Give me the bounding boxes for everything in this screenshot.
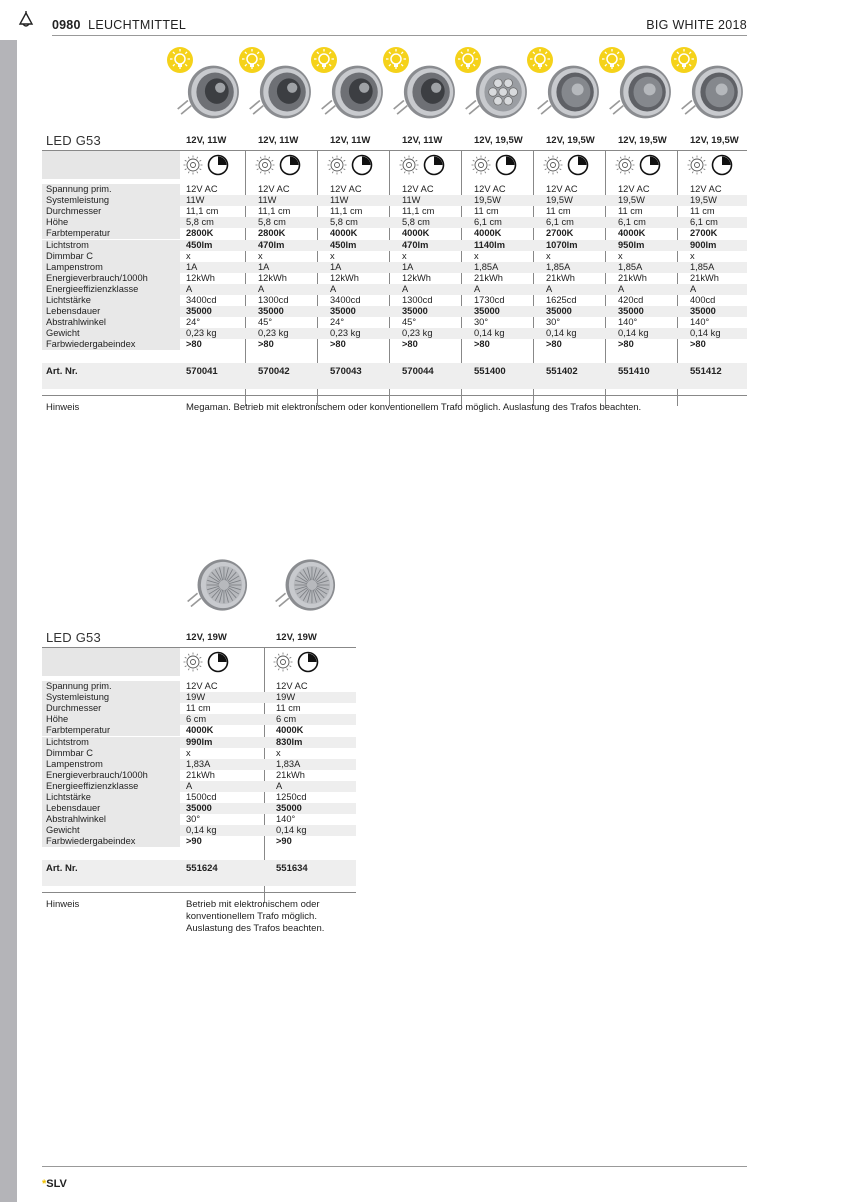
spec-value: 12kWh [330,272,359,283]
spec-value: 6,1 cm [690,217,718,228]
spec-label: Gewicht [46,328,80,339]
spec-label: Farbtemperatur [46,228,111,239]
spec-value: 4000K [618,228,646,239]
dimmer-icon [281,156,300,175]
spec-value: x [258,250,263,261]
spec-row [42,339,747,350]
spec-value: 11,1 cm [402,206,435,217]
spec-value: A [546,283,553,294]
article-number: 570042 [258,366,290,377]
spec-value: 11,1 cm [258,206,291,217]
spec-value: x [690,250,695,261]
spec-row [42,228,747,239]
column-header: 12V, 11W [186,135,227,146]
spec-row [42,748,356,759]
spec-value: 450lm [186,239,213,250]
spec-value: 950lm [618,239,645,250]
spec-value: x [546,250,551,261]
spec-value: 0,23 kg [330,328,361,339]
spec-value: 1A [330,261,342,272]
spec-value: 11 cm [618,206,643,217]
sun-bulb-icon [238,46,266,74]
product-name: LED G53 [46,630,101,645]
light-distribution-icon [616,156,635,175]
spec-row [42,206,747,217]
note-text-line: Auslastung des Trafos beachten. [186,923,325,934]
light-dimmer-icons [614,154,664,176]
spec-row [42,836,356,847]
spec-label: Energieeffizienzklasse [46,283,139,294]
note-text-line: konventionellem Trafo möglich. [186,911,317,922]
spec-value: 0,14 kg [690,328,721,339]
spec-value: 1070lm [546,239,578,250]
spec-value: x [618,250,623,261]
spec-value: 21kWh [690,272,719,283]
spec-value: 5,8 cm [402,217,430,228]
art-spacer-row [42,878,356,886]
spec-value: 1A [258,261,270,272]
spec-value: 2800K [258,228,286,239]
spec-value: 2700K [546,228,574,239]
spec-value: 140° [276,814,296,825]
spec-value: x [330,250,335,261]
spec-label: Lebensdauer [46,803,101,814]
spec-label: Höhe [46,714,69,725]
spec-value: 1140lm [474,239,506,250]
section-title: LEUCHTMITTEL [88,18,187,32]
sun-bulb-icon [598,46,626,74]
spec-value: 1,85A [474,261,499,272]
column-header: 12V, 19W [186,632,227,643]
dimmer-icon [713,156,732,175]
spec-value: 12V AC [186,184,218,194]
spec-value: A [690,283,697,294]
spec-value: 1625cd [546,295,577,305]
led-lamp-photo [186,550,252,620]
spec-value: 35000 [276,803,302,814]
spec-row [42,803,356,814]
spec-value: 11W [258,195,277,206]
spec-value: 21kWh [474,272,503,283]
light-dimmer-icons [686,154,736,176]
spec-value: 12V AC [402,184,434,194]
spec-value: 3400cd [186,295,217,305]
spec-row [42,295,747,306]
spec-value: 30° [474,317,489,328]
article-number: 551410 [618,366,650,377]
spec-label: Farbwiedergabeindex [46,836,136,847]
spec-value: 35000 [186,803,212,814]
spec-value: 1,85A [690,261,715,272]
spec-value: 30° [186,814,201,825]
spec-value: 6,1 cm [474,217,502,228]
spec-value: 12V AC [276,681,308,691]
spec-value: 1500cd [186,792,217,802]
spec-row [42,725,356,736]
spec-value: x [186,747,191,758]
column-header: 12V, 19,5W [618,135,667,146]
spec-value: 35000 [186,306,212,317]
note-text: Megaman. Betrieb mit elektronischem oder konventionellem Trafo möglich. Auslastung des Trafos beachten. [186,402,642,413]
spec-value: 19,5W [474,195,501,206]
icon-row [42,648,180,676]
ceiling-lamp-icon [16,10,36,30]
spec-label: Energieeffizienzklasse [46,780,139,791]
light-dimmer-icons [254,154,304,176]
spec-value: >90 [276,836,292,847]
spec-value: 0,14 kg [546,328,577,339]
article-number-label: Art. Nr. [46,863,78,874]
spec-row [42,759,356,770]
spec-label: Lampenstrom [46,261,103,272]
spec-value: 12V AC [690,184,722,194]
spec-label: Lichtstärke [46,792,91,802]
spec-label: Abstrahlwinkel [46,317,106,328]
footer-table-rule [42,395,747,396]
spec-value: 19,5W [690,195,717,206]
spec-label: Energieverbrauch/1000h [46,272,148,283]
spec-value: 0,23 kg [402,328,433,339]
spec-value: 1,83A [276,758,301,769]
dimmer-icon [209,156,228,175]
light-distribution-icon [688,156,707,175]
spec-row [42,792,356,803]
spec-value: 4000K [402,228,430,239]
spec-value: 1730cd [474,295,505,305]
column-header: 12V, 11W [258,135,299,146]
spec-value: 35000 [546,306,572,317]
spec-value: 1250cd [276,792,307,802]
spec-row [42,825,356,836]
dimmer-icon [209,653,228,672]
spec-value: >80 [402,339,418,350]
spec-value: 12V AC [618,184,650,194]
spec-row [42,273,747,284]
spec-label: Systemleistung [46,195,110,206]
spec-value: >90 [186,836,202,847]
dimmer-icon [497,156,516,175]
light-distribution-icon [544,156,563,175]
spec-value: 4000K [276,725,304,736]
spec-label: Lichtstrom [46,239,89,250]
led-lamp-photo [274,550,340,620]
spec-row [42,781,356,792]
spec-value: 11 cm [474,206,499,217]
spec-label: Lebensdauer [46,306,101,317]
spec-row [42,306,747,317]
spec-value: 2700K [690,228,718,239]
spec-value: 420cd [618,295,644,305]
article-number: 570043 [330,366,362,377]
spec-value: 6 cm [186,714,207,725]
spec-value: 21kWh [276,769,305,780]
spec-label: Abstrahlwinkel [46,814,106,825]
spec-row [42,714,356,725]
spec-value: A [186,283,193,294]
icon-row [42,151,180,179]
spec-label: Lampenstrom [46,758,103,769]
spec-value: 11 cm [546,206,571,217]
spec-value: 35000 [258,306,284,317]
spec-value: 12V AC [186,681,218,691]
spec-value: 19,5W [546,195,573,206]
spec-value: 1A [186,261,198,272]
spec-value: 4000K [186,725,214,736]
spec-row [42,692,356,703]
spec-value: 11W [402,195,421,206]
sun-bulb-icon [670,46,698,74]
spec-value: 470lm [402,239,429,250]
sun-bulb-icon [526,46,554,74]
spec-value: 4000K [330,228,358,239]
spec-value: 21kWh [618,272,647,283]
spec-value: 0,14 kg [618,328,649,339]
spec-value: x [276,747,281,758]
note-label: Hinweis [46,402,80,413]
spec-value: >80 [690,339,706,350]
spec-label: Farbtemperatur [46,725,111,736]
product-table-1 [42,133,747,418]
light-dimmer-icons [272,651,322,673]
spec-value: 0,14 kg [474,328,505,339]
spec-label: Höhe [46,217,69,228]
spec-label: Lichtstrom [46,736,89,747]
footer-table-rule [42,892,356,893]
article-number: 551624 [186,863,218,874]
spec-value: 12V AC [546,184,578,194]
dimmer-icon [641,156,660,175]
spec-value: 3400cd [330,295,361,305]
spec-value: >80 [546,339,562,350]
spec-label: Lichtstärke [46,295,91,305]
spec-value: 6,1 cm [546,217,574,228]
column-header: 12V, 11W [330,135,371,146]
spec-label: Energieverbrauch/1000h [46,769,148,780]
spec-value: A [258,283,265,294]
light-dimmer-icons [470,154,520,176]
spec-value: 11,1 cm [186,206,219,217]
column-header: 12V, 19,5W [546,135,595,146]
spec-value: A [618,283,625,294]
light-distribution-icon [274,653,293,672]
spec-value: 1300cd [402,295,433,305]
spec-label: Gewicht [46,825,80,836]
spec-value: 140° [618,317,638,328]
spec-value: 12kWh [402,272,431,283]
light-dimmer-icons [182,651,232,673]
spec-row [42,737,356,748]
spec-value: 12V AC [258,184,290,194]
spec-value: x [474,250,479,261]
spec-value: 30° [546,317,561,328]
sun-bulb-icon [382,46,410,74]
spec-value: 1300cd [258,295,289,305]
spec-label: Spannung prim. [46,184,112,194]
light-distribution-icon [184,156,203,175]
spec-value: 990lm [186,736,213,747]
spec-label: Durchmesser [46,206,102,217]
spec-value: 1,85A [546,261,571,272]
column-header: 12V, 11W [402,135,443,146]
spec-value: 35000 [402,306,428,317]
art-spacer-row [42,381,747,389]
spec-value: 21kWh [186,769,215,780]
spec-value: 0,23 kg [186,328,217,339]
page-number: 0980 [52,18,81,32]
spec-row [42,284,747,295]
spec-value: >80 [474,339,490,350]
spec-value: 11 cm [186,703,211,714]
light-distribution-icon [256,156,275,175]
light-dimmer-icons [398,154,448,176]
article-number: 551412 [690,366,722,377]
light-dimmer-icons [182,154,232,176]
spec-row [42,251,747,262]
spec-value: 1A [402,261,414,272]
spec-value: 0,23 kg [258,328,289,339]
catalog-title: BIG WHITE 2018 [646,18,747,32]
spec-value: 900lm [690,239,717,250]
spec-value: 24° [330,317,345,328]
article-number: 551402 [546,366,578,377]
spec-label: Dimmbar C [46,747,94,758]
spec-row [42,217,747,228]
spec-value: A [186,780,193,791]
spec-value: A [474,283,481,294]
article-number: 570041 [186,366,218,377]
spec-value: 12V AC [474,184,506,194]
product-name: LED G53 [46,133,101,148]
spec-row [42,240,747,251]
spec-value: 5,8 cm [186,217,214,228]
spec-value: 19W [276,692,296,703]
spec-value: 11,1 cm [330,206,363,217]
note-text-line: Betrieb mit elektronischem oder [186,899,320,910]
spec-value: 830lm [276,736,303,747]
article-number: 551634 [276,863,308,874]
spec-row [42,770,356,781]
sun-bulb-icon [454,46,482,74]
spec-value: 6,1 cm [618,217,646,228]
dimmer-icon [353,156,372,175]
spec-value: x [402,250,407,261]
dimmer-icon [569,156,588,175]
spec-value: 11W [330,195,349,206]
spec-value: 24° [186,317,201,328]
sun-bulb-icon [310,46,338,74]
page-sidebar-strip [0,0,17,1202]
spec-row [42,703,356,714]
article-number: 570044 [402,366,434,377]
spec-label: Farbwiedergabeindex [46,339,136,350]
spec-value: A [330,283,337,294]
spec-value: >80 [258,339,274,350]
spec-row [42,317,747,328]
spec-value: 0,14 kg [186,825,217,836]
spec-value: 19W [186,692,206,703]
spec-value: 6 cm [276,714,297,725]
spec-value: 2800K [186,228,214,239]
spec-value: 35000 [330,306,356,317]
spec-value: 4000K [474,228,502,239]
column-header: 12V, 19,5W [474,135,523,146]
spec-value: 45° [402,317,417,328]
spec-row [42,262,747,273]
spec-value: 5,8 cm [258,217,286,228]
spec-value: >80 [618,339,634,350]
light-distribution-icon [184,653,203,672]
spec-value: 35000 [474,306,500,317]
dimmer-icon [425,156,444,175]
spec-value: 11W [186,195,205,206]
spec-value: 12kWh [186,272,215,283]
spec-value: 470lm [258,239,285,250]
spec-value: 11 cm [690,206,715,217]
column-header: 12V, 19,5W [690,135,739,146]
spec-value: 1,85A [618,261,643,272]
spec-row [42,681,356,692]
spec-value: >80 [186,339,202,350]
article-number-label: Art. Nr. [46,366,78,377]
spec-value: 45° [258,317,273,328]
spec-value: 11 cm [276,703,301,714]
spec-label: Spannung prim. [46,681,112,691]
column-header: 12V, 19W [276,632,317,643]
light-distribution-icon [328,156,347,175]
spec-value: 5,8 cm [330,217,358,228]
spec-row [42,195,747,206]
spec-row [42,184,747,195]
light-distribution-icon [400,156,419,175]
spec-value: 35000 [618,306,644,317]
spec-value: 35000 [690,306,716,317]
spec-label: Systemleistung [46,692,110,703]
note-label: Hinweis [46,899,80,910]
spec-value: 1,83A [186,758,211,769]
footer-rule [42,1166,747,1167]
spec-value: 19,5W [618,195,645,206]
brand-logo: *SLV [42,1178,67,1190]
spec-value: >80 [330,339,346,350]
spec-value: A [402,283,409,294]
light-distribution-icon [472,156,491,175]
light-dimmer-icons [326,154,376,176]
spec-row [42,814,356,825]
spec-value: 12V AC [330,184,362,194]
product-table-2 [42,630,356,940]
sun-bulb-icon [166,46,194,74]
spec-value: A [276,780,283,791]
article-number: 551400 [474,366,506,377]
spec-value: x [186,250,191,261]
light-dimmer-icons [542,154,592,176]
spec-value: 400cd [690,295,716,305]
spec-value: 21kWh [546,272,575,283]
dimmer-icon [299,653,318,672]
spec-value: 0,14 kg [276,825,307,836]
spec-value: 140° [690,317,710,328]
spec-label: Durchmesser [46,703,102,714]
spec-value: 450lm [330,239,357,250]
spec-value: 12kWh [258,272,287,283]
spec-row [42,328,747,339]
page-header [52,18,747,36]
spec-label: Dimmbar C [46,250,94,261]
